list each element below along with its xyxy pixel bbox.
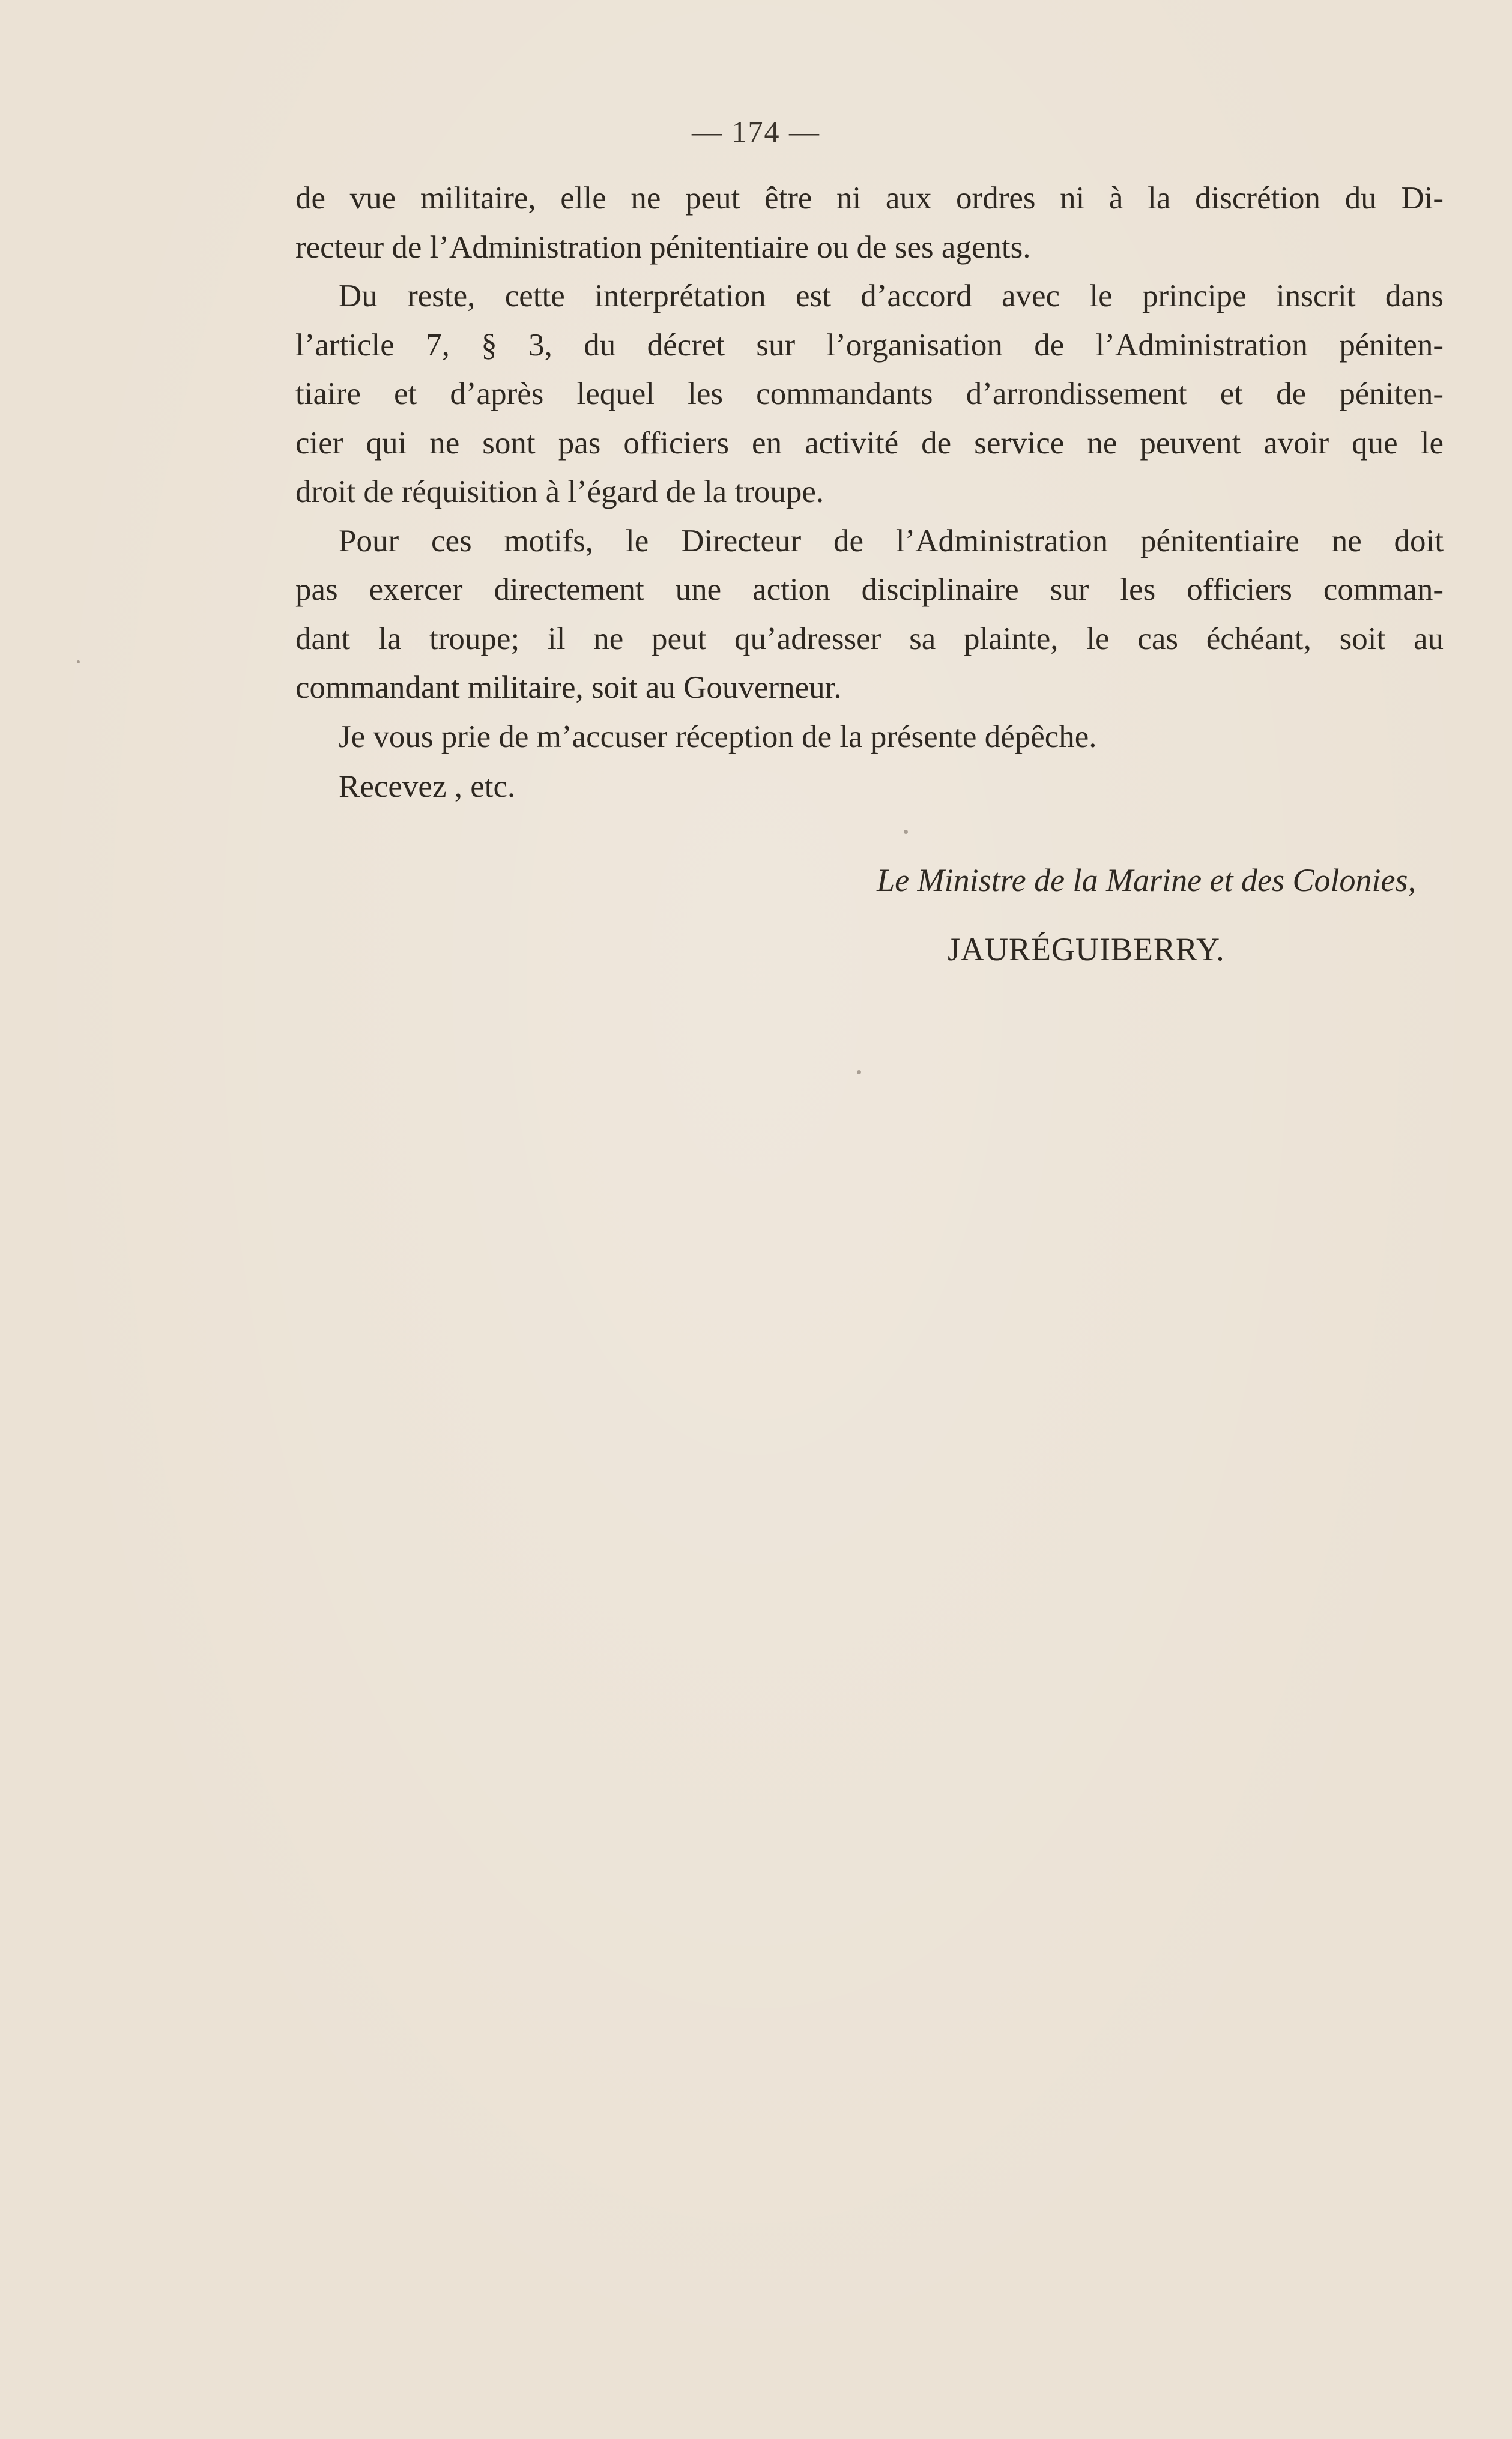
paper-speck [904, 830, 908, 834]
text-line: Du reste, cette interprétation est d’accord avec le principe inscrit dans [339, 279, 1444, 313]
text-line: droit de réquisition à l’égard de la troupe. [295, 474, 824, 509]
text-line: commandant militaire, soit au Gouverneur. [295, 670, 842, 705]
text-line: cier qui ne sont pas officiers en activité de service ne peuvent avoir que le [295, 425, 1444, 461]
text-line: Je vous prie de m’accuser réception de la présente dépêche. [339, 719, 1097, 754]
paper-speck [77, 660, 80, 663]
text-line: recteur de l’Administration pénitentiaire ou de ses agents. [295, 229, 1031, 265]
text-line: dant la troupe; il ne peut qu’adresser sa plainte, le cas échéant, soit au [295, 621, 1444, 656]
letter-body [295, 174, 1444, 761]
page-number: — 174 — [692, 115, 820, 148]
paper-speck [857, 1070, 861, 1074]
signature-title: Le Ministre de la Marine et des Colonies, [877, 862, 1416, 898]
text-line: l’article 7, § 3, du décret sur l’organisation de l’Administration péniten- [295, 327, 1444, 363]
closing-formula: Recevez , etc. [339, 769, 516, 804]
text-line: Pour ces motifs, le Directeur de l’Administration pénitentiaire ne doit [339, 523, 1444, 558]
signature-name: JAURÉGUIBERRY. [948, 931, 1225, 967]
text-line: de vue militaire, elle ne peut être ni aux ordres ni à la discrétion du Di- [295, 181, 1444, 216]
text-line: pas exercer directement une action disciplinaire sur les officiers comman- [295, 572, 1444, 607]
text-line: tiaire et d’après lequel les commandants d’arrondissement et de péniten- [295, 376, 1444, 411]
